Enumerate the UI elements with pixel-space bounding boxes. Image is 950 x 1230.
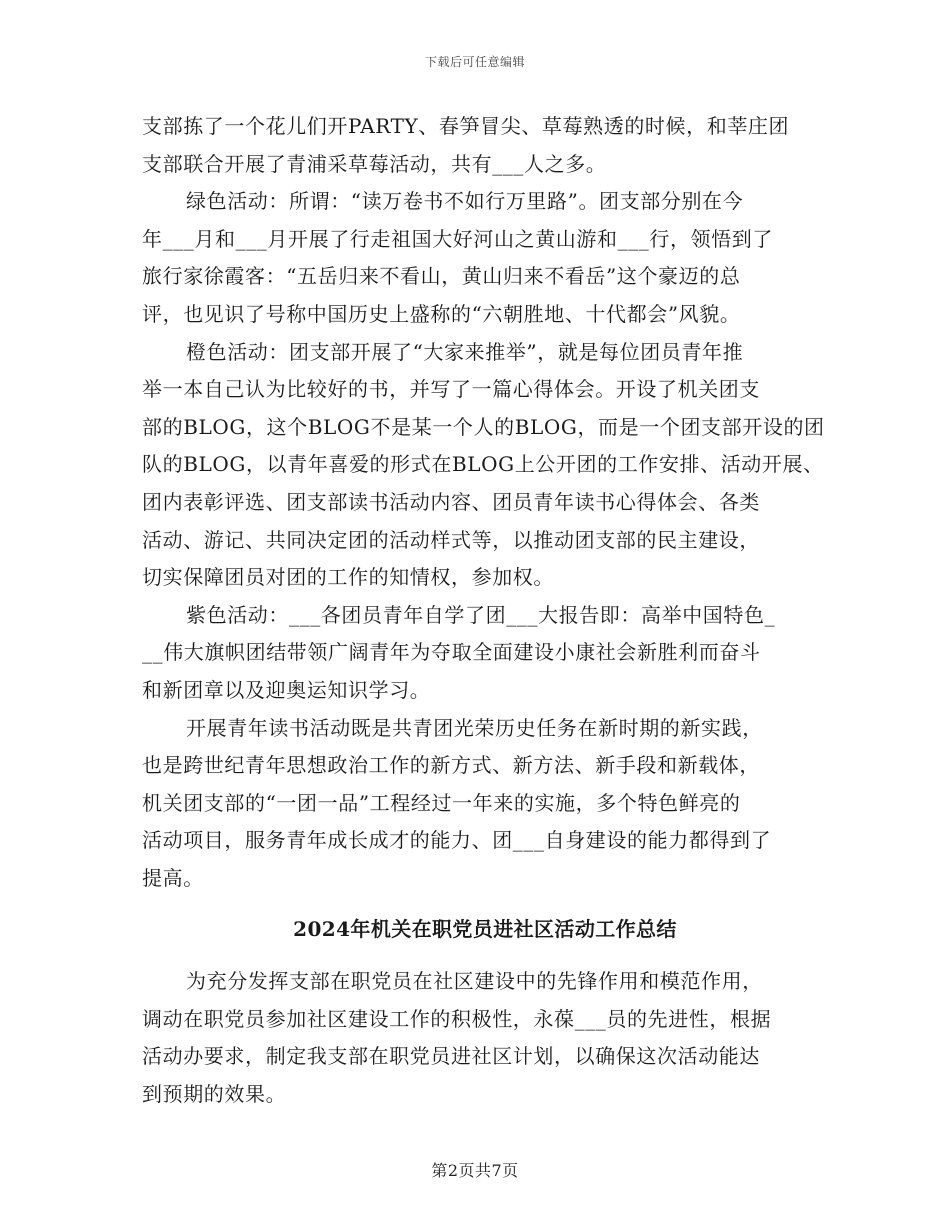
text-line: 到预期的效果。 — [142, 1081, 287, 1106]
text-line: 也是跨世纪青年思想政治工作的新方式、新方法、新手段和新载体， — [142, 753, 760, 778]
header-note: 下载后可任意编辑 — [424, 55, 525, 69]
text-line: 活动项目，服务青年成长成才的能力、团___自身建设的能力都得到了 — [142, 828, 772, 853]
text-line: 评，也见识了号称中国历史上盛称的“六朝胜地、十代都会”风貌。 — [142, 301, 741, 326]
text-line: 旅行家徐霞客：“五岳归来不看山，黄山归来不看岳”这个豪迈的总 — [142, 264, 741, 289]
paragraph-intro — [142, 963, 828, 1113]
text-line: 支部联合开展了青浦采草莓活动，共有___人之多。 — [142, 151, 607, 176]
paragraph-1 — [142, 108, 828, 183]
text-line: 举一本自己认为比较好的书，并写了一篇心得体会。开设了机关团支 — [142, 377, 760, 402]
text-line: 团内表彰评选、团支部读书活动内容、团员青年读书心得体会、各类 — [142, 489, 760, 514]
text-line: 活动、游记、共同决定团的活动样式等，以推动团支部的民主建设， — [142, 527, 760, 552]
text-line: 提高。 — [142, 865, 204, 890]
text-line: 支部拣了一个花儿们开PARTY、春笋冒尖、草莓熟透的时候，和莘庄团 — [142, 114, 790, 138]
text-line: 部的BLOG，这个BLOG不是某一个人的BLOG，而是一个团支部开设的团 — [142, 414, 825, 439]
page-number: 第2页共7页 — [431, 1161, 519, 1180]
paragraph-green-activity — [142, 183, 828, 333]
text-line: 开展青年读书活动既是共青团光荣历史任务在新时期的新实践， — [186, 715, 763, 740]
text-line: 橙色活动：团支部开展了“大家来推举”，就是每位团员青年推 — [186, 339, 744, 364]
text-line: 和新团章以及迎奥运知识学习。 — [142, 677, 431, 702]
text-line: 紫色活动：___各团员青年自学了团___大报告即：高举中国特色_ — [186, 602, 776, 627]
paragraph-orange-activity — [142, 334, 828, 597]
document-body — [142, 108, 828, 1113]
text-line: 切实保障团员对团的工作的知情权，参加权。 — [142, 565, 554, 590]
paragraph-purple-activity — [142, 597, 828, 710]
text-line: 为充分发挥支部在职党员在社区建设中的先锋作用和模范作用， — [186, 969, 763, 994]
text-line: 调动在职党员参加社区建设工作的积极性，永葆___员的先进性，根据 — [142, 1006, 772, 1031]
paragraph-summary — [142, 710, 828, 898]
text-line: 队的BLOG，以青年喜爱的形式在BLOG上公开团的工作安排、活动开展、 — [142, 452, 824, 477]
text-line: 活动办要求，制定我支部在职党员进社区计划，以确保这次活动能达 — [142, 1044, 760, 1069]
text-line: __伟大旗帜团结带领广阔青年为夺取全面建设小康社会新胜利而奋斗 — [142, 640, 761, 665]
section-heading: 2024年机关在职党员进社区活动工作总结 — [293, 917, 677, 942]
text-line: 绿色活动：所谓：“读万卷书不如行万里路”。团支部分别在今 — [186, 189, 744, 214]
text-line: 机关团支部的“一团一品”工程经过一年来的实施，多个特色鲜亮的 — [142, 790, 741, 815]
text-line: 年___月和___月开展了行走祖国大好河山之黄山游和___行，领悟到了 — [142, 226, 773, 251]
